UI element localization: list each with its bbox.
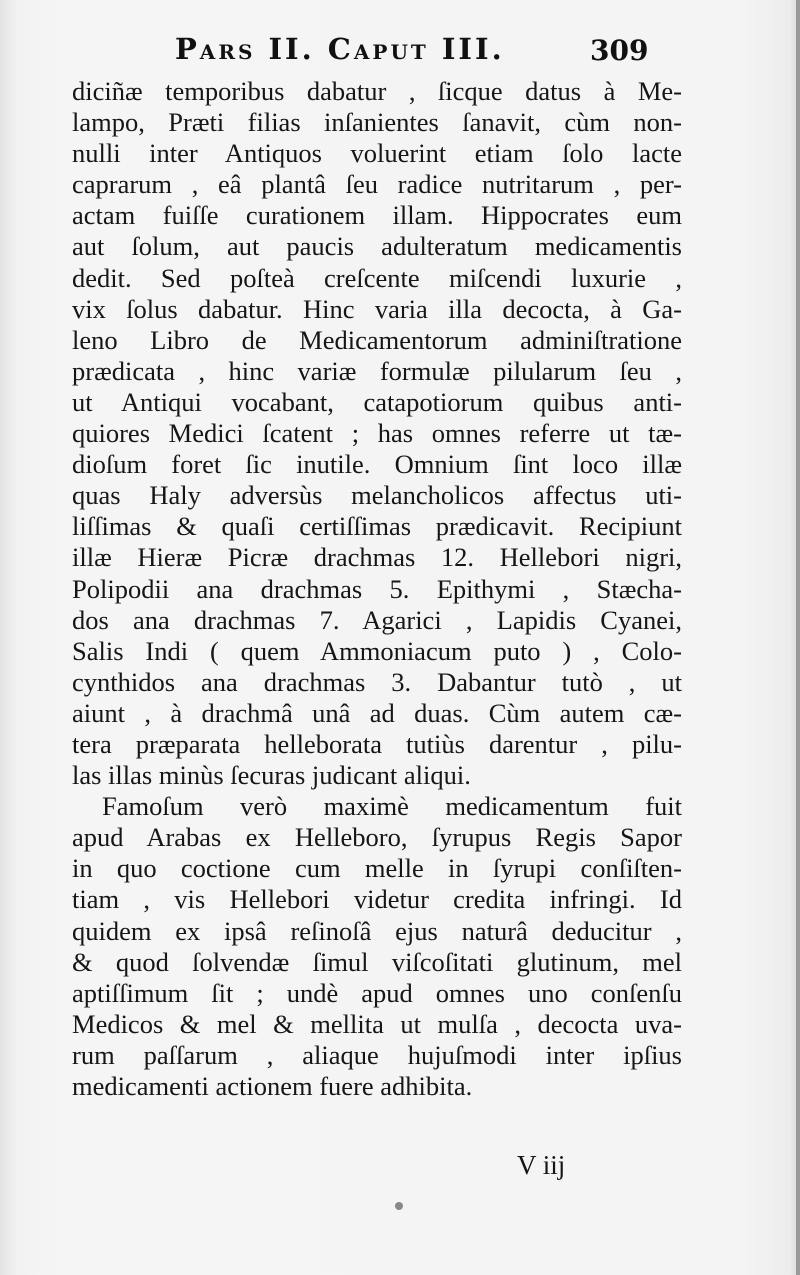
text-line: in quo coctione cum melle in ſyrupi conſiſten- <box>72 853 682 884</box>
page-number: 309 <box>590 34 649 67</box>
text-line: diciñæ temporibus dabatur , ſicque datus à Me- <box>72 76 682 106</box>
text-line: dedit. Sed poſteà creſcente miſcendi luxurie , <box>72 262 682 293</box>
text-line: rum paſſarum , aliaque hujuſmodi inter ipſius <box>72 1039 682 1070</box>
text-line: quiores Medici ſcatent ; has omnes referre ut tæ- <box>72 418 682 449</box>
text-line: lampo, Præti filias inſanientes ſanavit, cùm non- <box>72 107 682 138</box>
text-line: actam fuiſſe curationem illam. Hippocrates eum <box>72 200 682 231</box>
text-line: Polipodii ana drachmas 5. Epithymi , Stæcha- <box>72 573 682 604</box>
body-text <box>72 76 682 1102</box>
text-line: aut ſolum, aut paucis adulteratum medicamentis <box>72 231 682 262</box>
text-line: aiunt , à drachmâ unâ ad duas. Cùm autem cæ- <box>72 697 682 728</box>
text-line: & quod ſolvendæ ſimul viſcoſitati glutinum, mel <box>72 946 682 977</box>
text-line: ut Antiqui vocabant, catapotiorum quibus anti- <box>72 386 682 417</box>
text-line: tera præparata helleborata tutiùs darentur , pilu- <box>72 728 682 759</box>
text-line: vix ſolus dabatur. Hinc varia illa decocta, à Ga- <box>72 293 682 324</box>
text-line: apud Arabas ex Helleboro, ſyrupus Regis Sapor <box>72 822 682 853</box>
running-head-title: Pars II. Caput III. <box>175 32 505 66</box>
text-line: Salis Indi ( quem Ammoniacum puto ) , Colo- <box>72 635 682 666</box>
paragraph-end-line: medicamenti actionem fuere adhibita. <box>72 1071 473 1101</box>
text-line: caprarum , eâ plantâ ſeu radice nutritarum , per- <box>72 169 682 200</box>
ink-speck <box>395 1202 403 1210</box>
text-line: leno Libro de Medicamentorum adminiſtratione <box>72 324 682 355</box>
text-line: dos ana drachmas 7. Agarici , Lapidis Cyanei, <box>72 604 682 635</box>
text-line: dioſum foret ſic inutile. Omnium ſint loco illæ <box>72 449 682 480</box>
paragraph-start-line: Famoſum verò maximè medicamentum fuit <box>102 791 682 822</box>
text-line: nulli inter Antiquos voluerint etiam ſolo lacte <box>72 138 682 169</box>
text-line: quidem ex ipsâ reſinoſâ ejus naturâ deducitur , <box>72 915 682 946</box>
text-line: prædicata , hinc variæ formulæ pilularum ſeu , <box>72 355 682 386</box>
signature-mark: V iij <box>517 1150 566 1180</box>
running-head <box>175 30 649 74</box>
paragraph-end-line: las illas minùs ſecuras judicant aliqui. <box>72 760 471 791</box>
text-line: quas Haly adversùs melancholicos affectus uti- <box>72 480 682 511</box>
text-line: tiam , vis Hellebori videtur credita infringi. Id <box>72 884 682 915</box>
text-line: Medicos & mel & mellita ut mulſa , decocta uva- <box>72 1008 682 1039</box>
text-line: liſſimas & quaſi certiſſimas prædicavit. Recipiunt <box>72 511 682 542</box>
text-line: aptiſſimum ſit ; undè apud omnes uno conſenſu <box>72 977 682 1008</box>
text-line: cynthidos ana drachmas 3. Dabantur tutò , ut <box>72 666 682 697</box>
text-line: illæ Hieræ Picræ drachmas 12. Hellebori nigri, <box>72 542 682 573</box>
